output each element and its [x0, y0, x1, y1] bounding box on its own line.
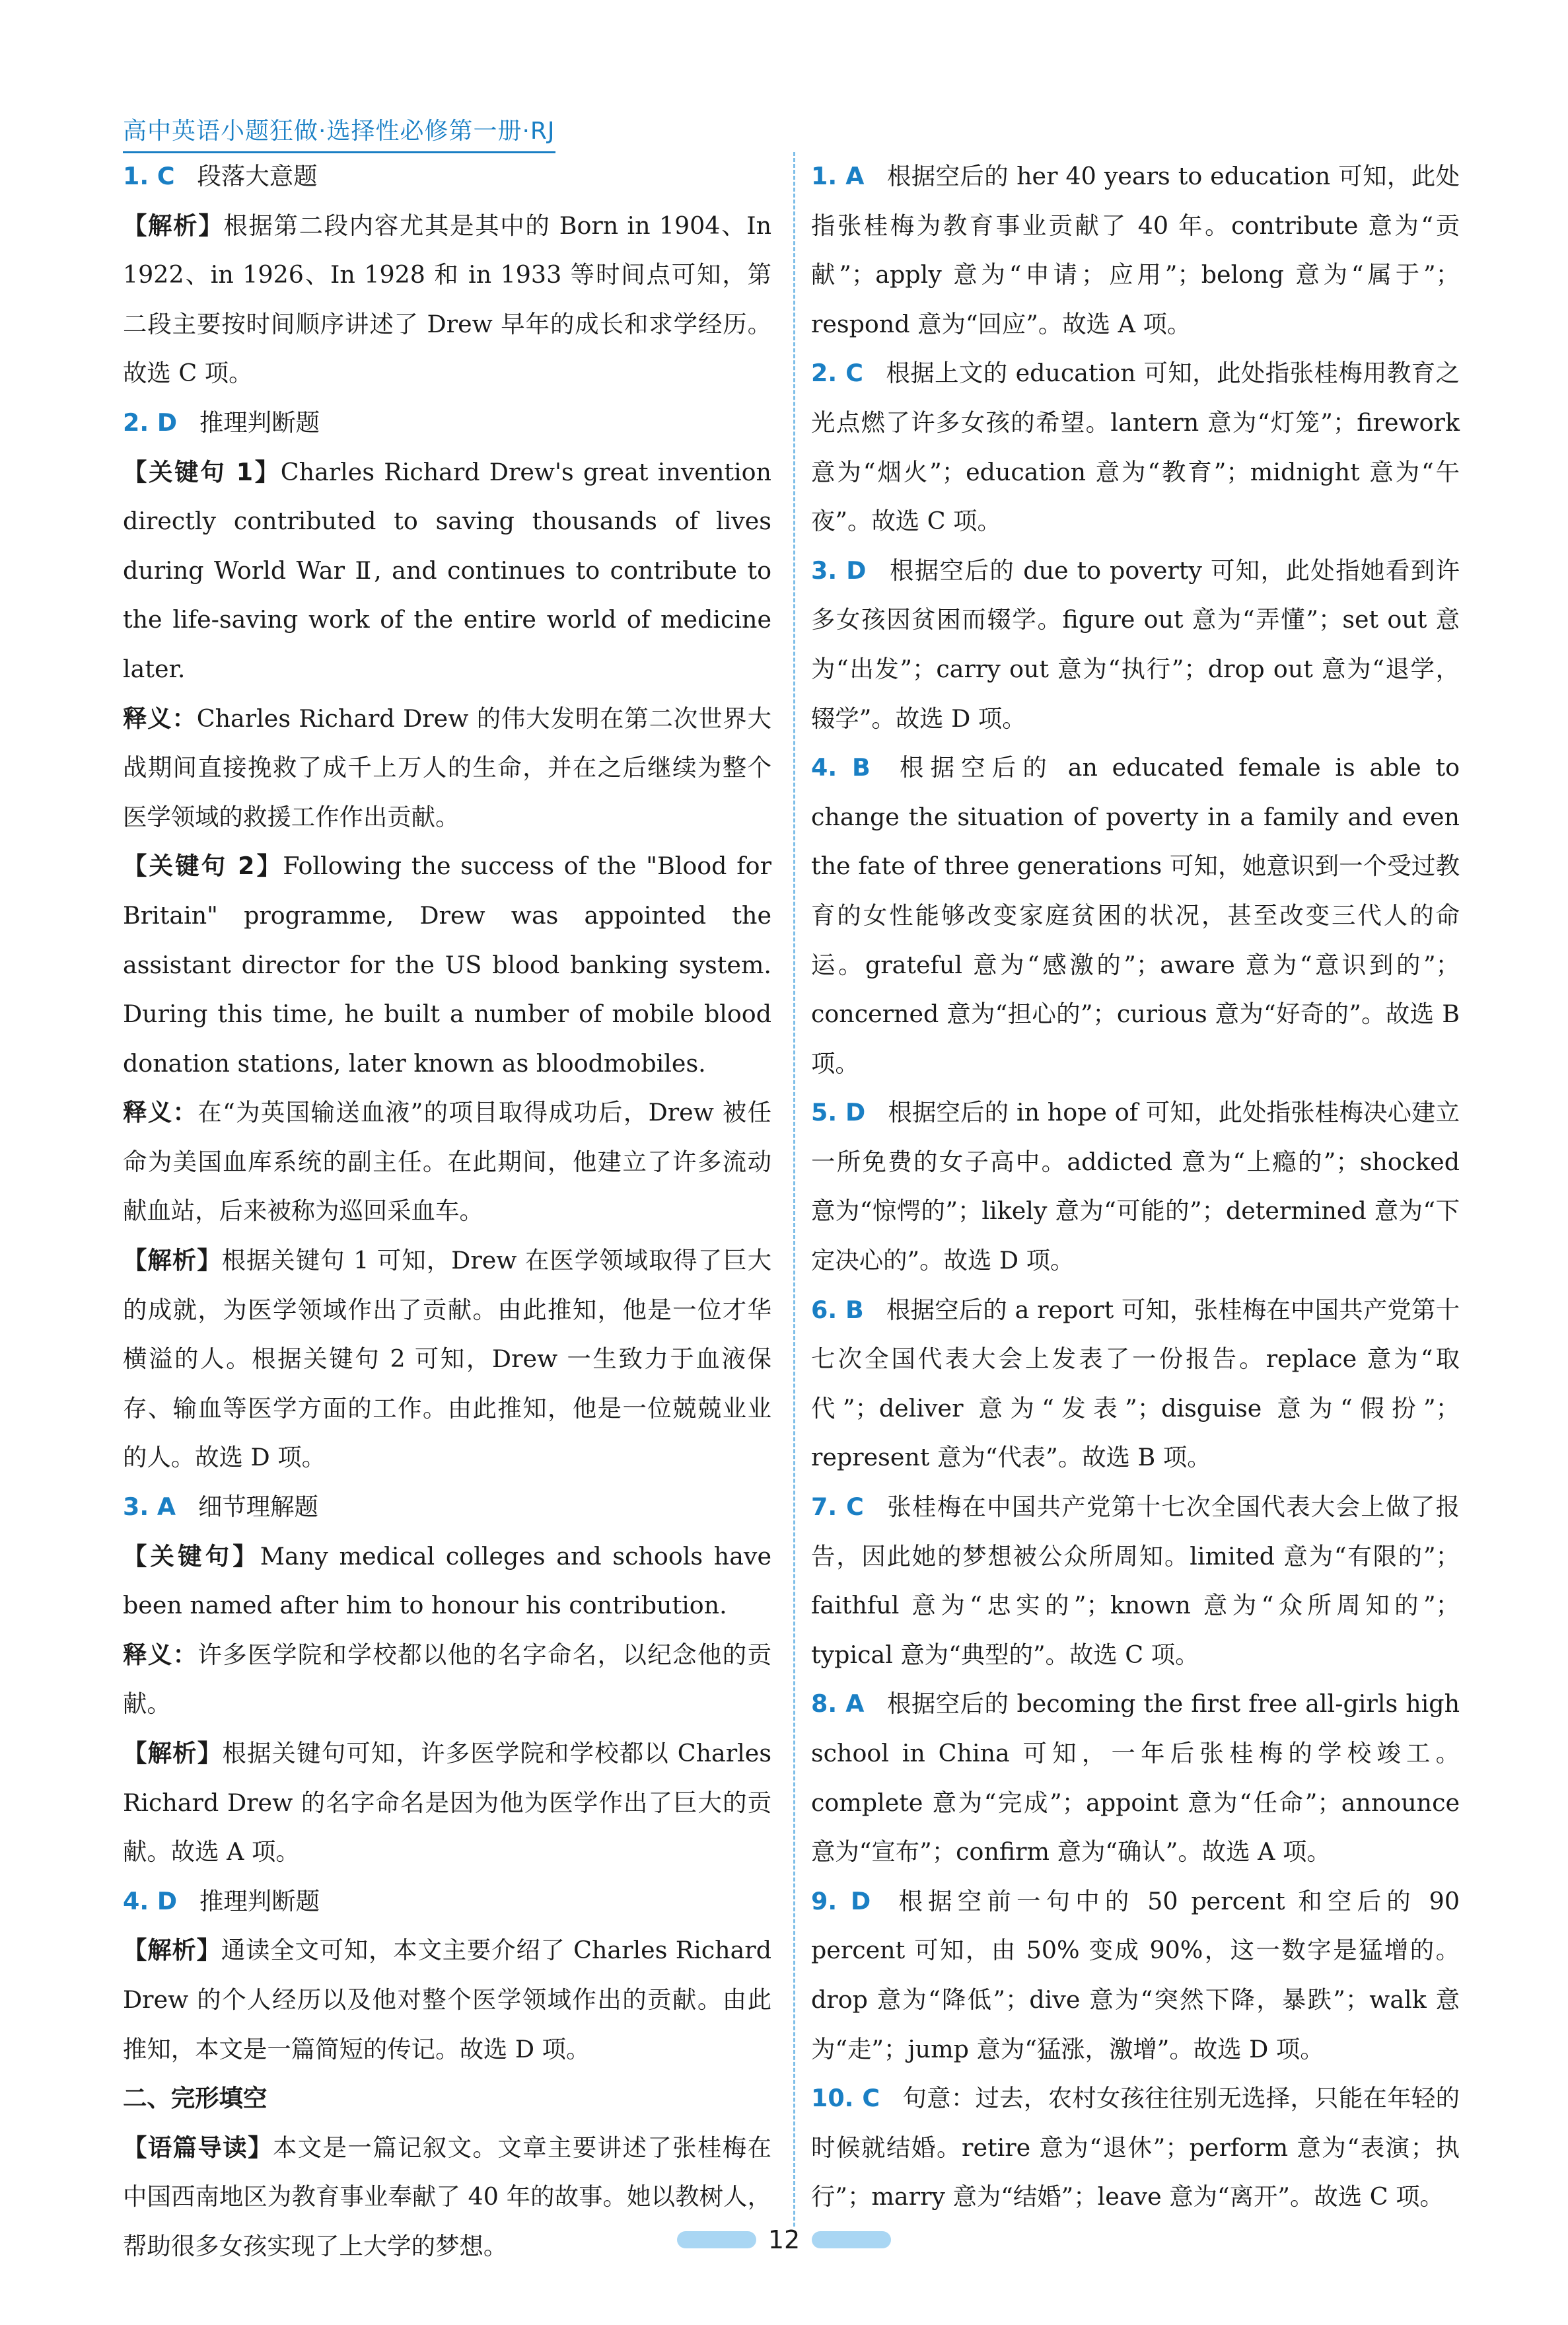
question-number: 1. C — [123, 162, 175, 190]
answer-number: 4. B — [811, 753, 871, 782]
key-sentence-paragraph — [123, 842, 771, 1088]
translation-paragraph — [123, 694, 771, 842]
cloze-answer — [811, 743, 1460, 1088]
question-type: 推理判断题 — [199, 1886, 320, 1915]
translation-paragraph — [123, 1631, 771, 1729]
paragraph-text: Charles Richard Drew 的伟大发明在第二次世界大战期间直接挽救了成千上万人的生命，并在之后继续为整个医学领域的救援工作作出贡献。 — [123, 704, 772, 831]
question-type: 推理判断题 — [199, 408, 320, 437]
analysis-paragraph — [123, 1236, 771, 1483]
answer-number: 9. D — [811, 1886, 871, 1915]
paragraph-tag: 【关键句 1】 — [123, 457, 281, 486]
question-header — [123, 398, 771, 448]
question-type: 段落大意题 — [197, 162, 318, 190]
answer-explanation: 根据空后的 in hope of 可知，此处指张桂梅决心建立一所免费的女子高中。addicted 意为“上瘾的”；shocked 意为“惊愕的”；likely 意为“可能的”；determined 意为“下定决心的”。故选 D 项。 — [811, 1098, 1460, 1275]
paragraph-text: Charles Richard Drew's great invention directly contributed to saving thousands of lives during World War Ⅱ, and continues to contribute to the life-saving work of the entire world of medicine later. — [123, 457, 771, 683]
page-number: 12 — [767, 2225, 801, 2254]
column-divider — [793, 152, 795, 2227]
analysis-paragraph — [123, 1926, 771, 2074]
answer-explanation: 句意：过去，农村女孩往往别无选择，只能在年轻的时候就结婚。retire 意为“退休”；perform 意为“表演；执行”；marry 意为“结婚”；leave 意为“离开”。故选 C 项。 — [811, 2084, 1460, 2211]
answer-number: 3. D — [811, 556, 867, 585]
question-header — [123, 152, 771, 202]
cloze-answer — [811, 152, 1460, 349]
paragraph-tag: 释义： — [123, 1098, 198, 1127]
answer-number: 5. D — [811, 1098, 866, 1127]
question-type: 细节理解题 — [197, 1493, 318, 1522]
key-sentence-paragraph — [123, 448, 771, 694]
paragraph-text: 本文是一篇记叙文。文章主要讲述了张桂梅在中国西南地区为教育事业奉献了 40 年的故事。她以教树人，帮助很多女孩实现了上大学的梦想。 — [123, 2133, 772, 2260]
answer-number: 2. C — [811, 359, 863, 388]
section-heading: 二、完形填空 — [123, 2084, 267, 2113]
right-column — [811, 152, 1460, 2222]
paragraph-text: 通读全文可知，本文主要介绍了 Charles Richard Drew 的个人经历以及他对整个医学领域作出的贡献。由此推知，本文是一篇简短的传记。故选 D 项。 — [123, 1936, 771, 2063]
answer-explanation: 根据空前一句中的 50 percent 和空后的 90 percent 可知，由 50% 变成 90%，这一数字是猛增的。drop 意为“降低”；dive 意为“突然下降，暴跌”；walk 意为“走”；jump 意为“猛涨，激增”。故选 D 项。 — [811, 1886, 1460, 2063]
footer-decoration-right — [812, 2231, 891, 2248]
paragraph-tag: 【关键句 2】 — [123, 852, 283, 881]
page-footer — [0, 2223, 1568, 2256]
question-number: 4. D — [123, 1886, 178, 1915]
paragraph-text: 在“为英国输送血液”的项目取得成功后，Drew 被任命为美国血库系统的副主任。在此期间，他建立了许多流动献血站，后来被称为巡回采血车。 — [123, 1098, 771, 1226]
paragraph-tag: 【语篇导读】 — [123, 2133, 273, 2162]
cloze-answer — [811, 2074, 1460, 2222]
answer-explanation: 根据空后的 a report 可知，张桂梅在中国共产党第十七次全国代表大会上发表了一份报告。replace 意为“取代”；deliver 意为“发表”；disguise 意为“假扮”；represent 意为“代表”。故选 B 项。 — [811, 1295, 1460, 1472]
question-header — [123, 1483, 771, 1532]
answer-number: 1. A — [811, 162, 865, 190]
page-header: 高中英语小题狂做·选择性必修第一册·RJ — [123, 112, 555, 153]
paragraph-tag: 【解析】 — [123, 1739, 223, 1767]
paragraph-text: Following the success of the "Blood for Britain" programme, Drew was appointed the assistant director for the US blood banking system. During this time, he built a number of mobile blood donation stations, later known as bloodmobiles. — [123, 852, 771, 1078]
answer-explanation: 根据空后的 due to poverty 可知，此处指她看到许多女孩因贫困而辍学。figure out 意为“弄懂”；set out 意为“出发”；carry out 意为“执行”；drop out 意为“退学，辍学”。故选 D 项。 — [811, 556, 1460, 733]
paragraph-text: Many medical colleges and schools have been named after him to honour his contribution. — [123, 1541, 772, 1620]
cloze-answer — [811, 1679, 1460, 1876]
footer-decoration-left — [677, 2231, 756, 2248]
cloze-answer — [811, 1088, 1460, 1285]
left-column — [123, 152, 771, 2271]
paragraph-tag: 释义： — [123, 704, 197, 733]
paragraph-tag: 【解析】 — [123, 1246, 222, 1275]
cloze-answer — [811, 546, 1460, 743]
answer-explanation: 根据空后的 becoming the first free all-girls high school in China 可知，一年后张桂梅的学校竣工。complete 意为“完成”；appoint 意为“任命”；announce 意为“宣布”；confirm 意为“确认”。故选 A 项。 — [811, 1689, 1460, 1866]
analysis-paragraph — [123, 1729, 771, 1877]
answer-explanation: 根据上文的 education 可知，此处指张桂梅用教育之光点燃了许多女孩的希望。lantern 意为“灯笼”；firework 意为“烟火”；education 意为“教育”；midnight 意为“午夜”。故选 C 项。 — [811, 359, 1460, 536]
paragraph-tag: 释义： — [123, 1640, 198, 1669]
paragraph-tag: 【关键句】 — [123, 1541, 260, 1570]
translation-paragraph — [123, 1088, 771, 1236]
key-sentence-paragraph — [123, 1532, 771, 1631]
cloze-answer — [811, 349, 1460, 546]
question-number: 2. D — [123, 408, 178, 437]
paragraph-tag: 【解析】 — [123, 211, 224, 240]
paragraph-text: 根据关键句可知，许多医学院和学校都以 Charles Richard Drew 的名字命名是因为他为医学作出了巨大的贡献。故选 A 项。 — [123, 1739, 772, 1866]
answer-explanation: 张桂梅在中国共产党第十七次全国代表大会上做了报告，因此她的梦想被公众所周知。limited 意为“有限的”；faithful 意为“忠实的”；known 意为“众所周知的”；typical 意为“典型的”。故选 C 项。 — [811, 1493, 1460, 1669]
question-header — [123, 1877, 771, 1927]
answer-number: 7. C — [811, 1493, 864, 1522]
paragraph-text: 许多医学院和学校都以他的名字命名，以纪念他的贡献。 — [123, 1640, 772, 1718]
cloze-answer — [811, 1483, 1460, 1679]
answer-number: 10. C — [811, 2084, 880, 2113]
answer-explanation: 根据空后的 an educated female is able to change the situation of poverty in a family and even the fate of three generations 可知，她意识到一个受过教育的女性能够改变家庭贫困的状况，甚至改变三代人的命运。grateful 意为“感激的”；aware 意为“意识到的”；concerned 意为“担心的”；curious 意为“好奇的”。故选 B 项。 — [811, 753, 1460, 1078]
answer-number: 8. A — [811, 1689, 865, 1718]
answer-explanation: 根据空后的 her 40 years to education 可知，此处指张桂梅为教育事业贡献了 40 年。contribute 意为“贡献”；apply 意为“申请；应用”；belong 意为“属于”；respond 意为“回应”。故选 A 项。 — [811, 162, 1460, 338]
paragraph-text: 根据第二段内容尤其是其中的 Born in 1904、In 1922、in 1926、In 1928 和 in 1933 等时间点可知，第二段主要按时间顺序讲述了 Drew 早年的成长和求学经历。故选 C 项。 — [123, 211, 772, 388]
analysis-paragraph — [123, 202, 771, 398]
question-number: 3. A — [123, 1493, 176, 1522]
paragraph-tag: 【解析】 — [123, 1936, 221, 1965]
answer-number: 6. B — [811, 1295, 864, 1324]
cloze-answer — [811, 1286, 1460, 1483]
paragraph-text: 根据关键句 1 可知，Drew 在医学领域取得了巨大的成就，为医学领域作出了贡献。由此推知，他是一位才华横溢的人。根据关键句 2 可知，Drew 一生致力于血液保存、输血等医学方面的工作。由此推知，他是一位兢兢业业的人。故选 D 项。 — [123, 1246, 771, 1472]
cloze-answer — [811, 1877, 1460, 2074]
